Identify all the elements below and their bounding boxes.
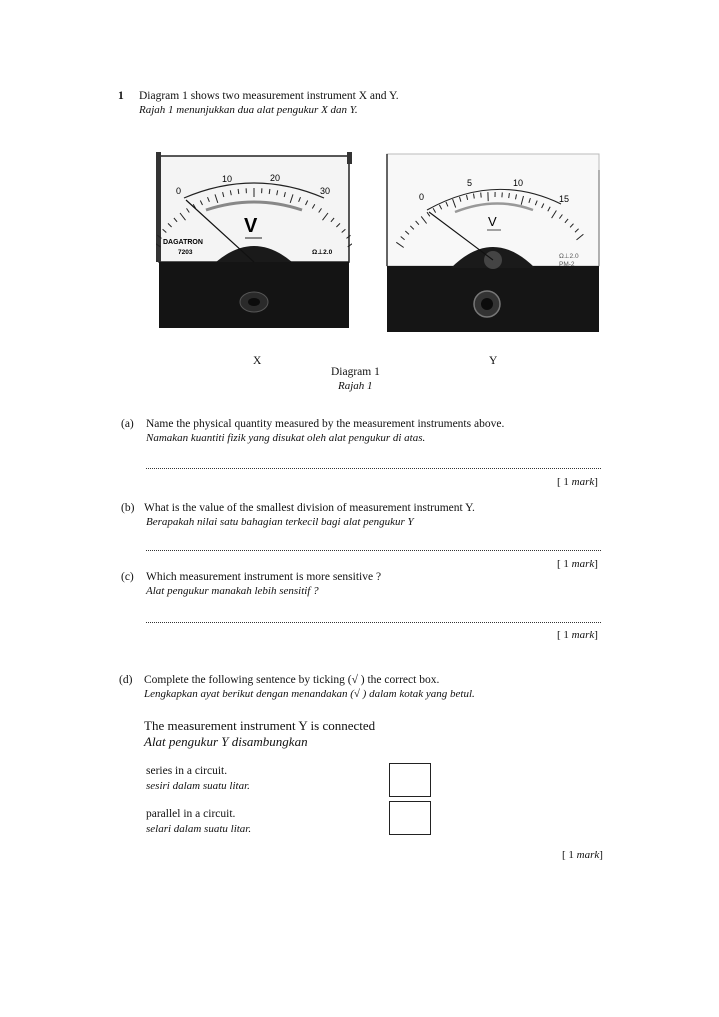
meter-x-scale-0: 0 (176, 186, 182, 196)
part-d-sentence-en: The measurement instrument Y is connected (144, 718, 376, 733)
question-number: 1 (118, 90, 124, 102)
part-c-letter: (c) (121, 571, 134, 583)
diagram-caption-ms: Rajah 1 (338, 380, 373, 392)
part-b-mark: [ 1 mark] (557, 558, 598, 570)
part-a-question-ms: Namakan kuantiti fizik yang disukat oleh alat pengukur di atas. (146, 432, 426, 444)
meter-y-label: Y (489, 355, 498, 367)
meter-y-scale-0: 0 (419, 192, 425, 202)
question-intro-ms: Rajah 1 menunjukkan dua alat pengukur X dan Y. (139, 104, 358, 116)
scale-tick (481, 193, 482, 198)
option-parallel-en: parallel in a circuit. (146, 808, 236, 820)
part-b-question-ms: Berapakah nilai satu bahagian terkecil bagi alat pengukur Y (146, 516, 414, 528)
part-d-sentence-ms: Alat pengukur Y disambungkan (144, 734, 308, 749)
part-c-question-en: Which measurement instrument is more sensitive ? (146, 571, 382, 583)
option-series-checkbox[interactable] (389, 763, 431, 797)
meter-y-scale-5: 5 (467, 178, 473, 188)
meter-y-class: Ω⊥2.0 (559, 253, 579, 260)
meter-x-class: Ω⊥2.0 (312, 249, 333, 256)
part-c-answer-line[interactable] (146, 622, 601, 623)
part-d-question-ms: Lengkapkan ayat berikut dengan menandakan (√ ) dalam kotak yang betul. (144, 688, 475, 700)
meter-x-brand: DAGATRON (163, 239, 203, 246)
part-d-letter: (d) (119, 674, 133, 686)
meter-x-model: 7203 (178, 249, 193, 256)
option-series-ms: sesiri dalam suatu litar. (146, 780, 250, 792)
meter-x-scale-10: 10 (222, 174, 233, 184)
part-b-answer-line[interactable] (146, 550, 601, 551)
meter-x-scale-30: 30 (320, 186, 331, 196)
meter-y-scale-10: 10 (513, 178, 524, 188)
part-a-answer-line[interactable] (146, 468, 601, 469)
option-series-en: series in a circuit. (146, 765, 228, 777)
scale-tick (509, 193, 510, 198)
part-d-mark: [ 1 mark] (562, 849, 603, 861)
meter-x-label: X (253, 355, 262, 367)
part-a-mark: [ 1 mark] (557, 476, 598, 488)
option-parallel-ms: selari dalam suatu litar. (146, 823, 252, 835)
part-b-question-en: What is the value of the smallest division of measurement instrument Y. (144, 502, 475, 514)
scale-tick (269, 189, 270, 194)
part-b-letter: (b) (121, 502, 135, 514)
part-c-question-ms: Alat pengukur manakah lebih sensitif ? (146, 585, 319, 597)
meter-y-unit: V (488, 214, 497, 229)
part-a-question-en: Name the physical quantity measured by the measurement instruments above. (146, 418, 505, 430)
option-parallel-checkbox[interactable] (389, 801, 431, 835)
scale-tick (238, 189, 239, 194)
question-intro-en: Diagram 1 shows two measurement instrument X and Y. (139, 90, 399, 102)
meter-y-scale-15: 15 (559, 194, 570, 204)
meter-x-figure (156, 150, 352, 328)
part-a-letter: (a) (121, 418, 134, 430)
part-c-mark: [ 1 mark] (557, 629, 598, 641)
meter-y-figure (383, 150, 603, 332)
diagram-caption-en: Diagram 1 (331, 366, 380, 378)
meter-x-scale-20: 20 (270, 173, 281, 183)
part-d-question-en: Complete the following sentence by ticking (√ ) the correct box. (144, 674, 440, 686)
meter-y-model: PM-2 (559, 261, 575, 268)
meter-x-unit: V (244, 215, 258, 237)
